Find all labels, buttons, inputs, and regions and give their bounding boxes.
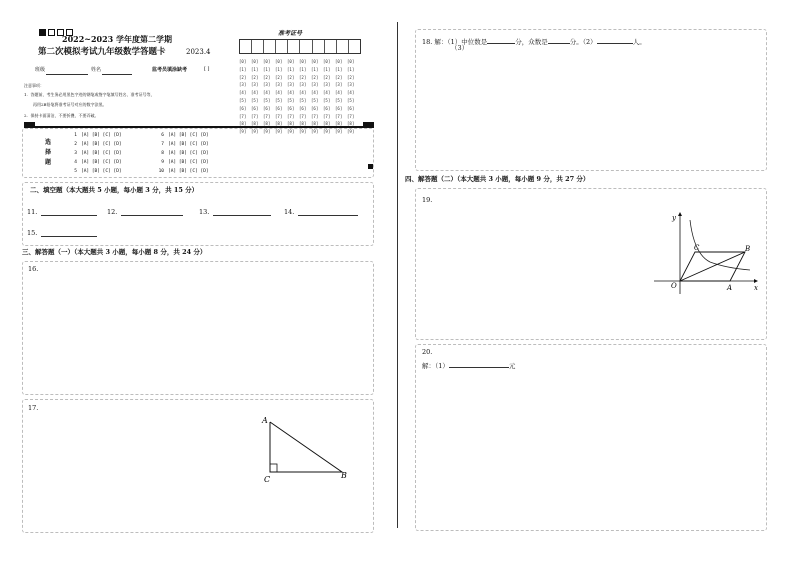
zkzh-digit-bubble[interactable]: [0] [251, 59, 259, 64]
zkzh-digit-bubble[interactable]: [1] [275, 66, 283, 72]
solve1-heading: 三、解答题（一）（本大题共 3 小题，每小题 8 分，共 24 分） [22, 248, 207, 256]
zkzh-digit-bubble[interactable]: [5] [275, 97, 283, 103]
zkzh-digit-bubble[interactable]: [3] [287, 82, 295, 88]
q16-answer-area[interactable] [22, 261, 374, 395]
zkzh-digit-bubble[interactable]: [1] [311, 66, 319, 72]
zkzh-digit-bubble[interactable]: [0] [335, 59, 343, 64]
zkzh-digit-row[interactable] [239, 113, 361, 121]
choice-row[interactable] [63, 167, 122, 176]
zkzh-digit-bubble[interactable]: [9] [263, 129, 271, 135]
zkzh-digit-row[interactable] [239, 74, 361, 82]
zkzh-digit-bubble[interactable]: [3] [299, 82, 307, 88]
fill-12-label: 12. [107, 208, 118, 216]
zkzh-digit-bubble[interactable]: [7] [323, 113, 331, 119]
zkzh-digit-bubble[interactable]: [6] [335, 105, 343, 111]
zkzh-digit-bubble[interactable]: [1] [239, 66, 247, 72]
choice-side-2: 择 [45, 149, 52, 156]
x-axis-arrow-icon [754, 279, 758, 283]
zkzh-digit-bubble[interactable]: [1] [335, 66, 343, 72]
zkzh-digit-bubble[interactable]: [4] [239, 90, 247, 96]
zkzh-digit-bubble[interactable]: [1] [251, 66, 259, 72]
zkzh-digit-bubble[interactable]: [0] [347, 59, 355, 64]
choice-number: 3 [74, 151, 77, 156]
zkzh-digit-bubble[interactable]: [9] [251, 129, 259, 135]
solve2-heading: 四、解答题（二）（本大题共 3 小题，每小题 9 分，共 27 分） [405, 175, 590, 183]
zkzh-digit-bubble[interactable]: [7] [251, 113, 259, 119]
fill-heading: 二、填空题（本大题共 5 小题，每小题 3 分，共 15 分） [30, 186, 199, 194]
zkzh-digit-bubble[interactable]: [7] [287, 113, 295, 119]
zkzh-digit-bubble[interactable]: [4] [347, 90, 355, 96]
zkzh-digit-bubble[interactable]: [7] [263, 113, 271, 119]
zkzh-digit-bubble[interactable]: [3] [347, 82, 355, 88]
absent-bracket[interactable]: [ ] [204, 66, 210, 72]
zkzh-digit-bubble[interactable]: [6] [275, 105, 283, 111]
zkzh-digit-bubble[interactable]: [2] [299, 74, 307, 80]
q19-label: 19. [422, 196, 433, 204]
q19-coordinate-figure [650, 210, 765, 296]
name-label: 姓名 [91, 67, 102, 73]
choice-bubbles[interactable]: [A] [B] [C] [D] [168, 169, 209, 174]
choice-row[interactable] [150, 167, 209, 176]
zkzh-digit-bubble[interactable]: [6] [311, 105, 319, 111]
label-b: B [745, 245, 751, 253]
zkzh-digit-bubble[interactable]: [1] [299, 66, 307, 72]
zkzh-digit-row[interactable] [239, 66, 361, 74]
choice-bubbles[interactable]: [A] [B] [C] [D] [81, 133, 122, 138]
zkzh-digit-bubble[interactable]: [8] [239, 121, 247, 127]
zkzh-digit-bubble[interactable]: [6] [251, 105, 259, 111]
zkzh-digit-bubble[interactable]: [6] [239, 105, 247, 111]
zkzh-digit-bubble[interactable]: [2] [251, 74, 259, 80]
choice-bubbles[interactable]: [A] [B] [C] [D] [81, 160, 122, 165]
class-label: 班级 [35, 67, 46, 73]
zkzh-digit-bubble[interactable]: [9] [299, 129, 307, 135]
zkzh-digit-bubble[interactable]: [0] [287, 59, 295, 64]
choice-number: 4 [74, 160, 77, 165]
choice-bubbles[interactable]: [A] [B] [C] [D] [168, 133, 209, 138]
diagonal-ob [680, 252, 745, 281]
zkzh-digit-bubble[interactable]: [6] [347, 105, 355, 111]
choice-number: 8 [161, 151, 164, 156]
zkzh-digit-bubble[interactable]: [3] [275, 82, 283, 88]
choice-row[interactable] [150, 131, 209, 140]
zkzh-digit-bubble[interactable]: [5] [347, 97, 355, 103]
zkzh-digit-bubble[interactable]: [2] [323, 74, 331, 80]
zkzh-digit-bubble[interactable]: [5] [323, 97, 331, 103]
choice-row[interactable] [63, 149, 122, 158]
zkzh-digit-bubble[interactable]: [8] [323, 121, 331, 127]
zkzh-digit-row[interactable] [239, 81, 361, 89]
zkzh-digit-bubble[interactable]: [3] [239, 82, 247, 88]
zkzh-digit-bubble[interactable]: [9] [347, 129, 355, 135]
zkzh-digit-row[interactable] [239, 58, 361, 66]
zkzh-digit-bubble[interactable]: [3] [263, 82, 271, 88]
zkzh-digit-bubble[interactable]: [8] [251, 121, 259, 127]
zkzh-digit-bubble[interactable]: [9] [335, 129, 343, 135]
zkzh-digit-bubble[interactable]: [4] [263, 90, 271, 96]
zkzh-title: 准考证号 [278, 30, 303, 37]
exam-date: 2023.4 [186, 48, 211, 56]
choice-side-1: 选 [45, 139, 52, 146]
zkzh-digit-bubble[interactable]: [5] [239, 97, 247, 103]
tri-label-a: A [262, 416, 268, 425]
zkzh-digit-bubble[interactable]: [6] [323, 105, 331, 111]
choice-bubbles[interactable]: [A] [B] [C] [D] [168, 142, 209, 147]
fill-11-answer[interactable] [41, 207, 97, 216]
note-2: 2．保持卡面清洁，不要折叠，不要弄破。 [24, 113, 99, 118]
fill-14-label: 14. [284, 208, 295, 216]
fill-14-answer[interactable] [298, 207, 358, 216]
zkzh-digit-bubble[interactable]: [4] [335, 90, 343, 96]
zkzh-digit-bubble[interactable]: [1] [287, 66, 295, 72]
zkzh-digit-bubble[interactable]: [9] [239, 129, 247, 135]
fill-12-answer[interactable] [121, 207, 183, 216]
absent-label: 监考员填涂缺考 [152, 67, 188, 73]
q20-line1 [422, 359, 515, 370]
choice-bubbles[interactable]: [A] [B] [C] [D] [81, 142, 122, 147]
note-1: 1．答题前，考生务必用黑色字迹的钢笔或签字笔填写姓名、准考证号等， [24, 92, 155, 97]
zkzh-digit-bubble[interactable]: [0] [311, 59, 319, 64]
zkzh-digit-bubble[interactable]: [2] [335, 74, 343, 80]
zkzh-digit-bubble[interactable]: [8] [311, 121, 319, 127]
label-x: x [754, 284, 758, 292]
zkzh-digit-bubble[interactable]: [2] [311, 74, 319, 80]
zkzh-digit-bubble[interactable]: [1] [263, 66, 271, 72]
zkzh-digit-bubble[interactable]: [1] [323, 66, 331, 72]
zkzh-digit-bubble[interactable]: [8] [275, 121, 283, 127]
zkzh-digit-bubble[interactable]: [7] [335, 113, 343, 119]
zkzh-digit-bubble[interactable]: [5] [263, 97, 271, 103]
zkzh-digit-bubble[interactable]: [3] [323, 82, 331, 88]
right-angle-mark [270, 464, 277, 472]
zkzh-digit-bubble[interactable]: [8] [299, 121, 307, 127]
zkzh-digit-bubble[interactable]: [0] [323, 59, 331, 64]
label-c: C [694, 244, 700, 252]
zkzh-digit-bubble[interactable]: [4] [323, 90, 331, 96]
square-filled-icon [39, 29, 46, 36]
choice-row[interactable] [150, 158, 209, 167]
zkzh-digit-bubble[interactable]: [8] [263, 121, 271, 127]
choice-bubbles[interactable]: [A] [B] [C] [D] [81, 151, 122, 156]
zkzh-digit-bubble[interactable]: [7] [311, 113, 319, 119]
zkzh-digit-bubble[interactable]: [0] [299, 59, 307, 64]
choice-number: 5 [74, 169, 77, 174]
zkzh-digit-bubble[interactable]: [2] [239, 74, 247, 80]
choice-number: 7 [161, 142, 164, 147]
zkzh-digit-bubble[interactable]: [5] [311, 97, 319, 103]
square-icon [48, 29, 55, 36]
choice-number: 1 [74, 133, 77, 138]
choice-number: 9 [161, 160, 164, 165]
zkzh-digit-bubble[interactable]: [5] [287, 97, 295, 103]
q18-median-blank[interactable] [487, 35, 515, 44]
name-field[interactable] [102, 66, 132, 75]
fill-15-answer[interactable] [41, 228, 97, 237]
q20-text-a: 解：（1） [422, 362, 449, 370]
q18-part3: （3） [451, 44, 469, 52]
zkzh-digit-bubble[interactable]: [6] [299, 105, 307, 111]
zkzh-digit-bubble[interactable]: [9] [275, 129, 283, 135]
header-bar-right-mark [363, 122, 374, 127]
choice-number: 2 [74, 142, 77, 147]
title-line1: 2022~2023 学年度第二学期 [62, 34, 173, 44]
zkzh-digit-bubble[interactable]: [2] [287, 74, 295, 80]
zkzh-digit-bubble[interactable]: [8] [287, 121, 295, 127]
zkzh-digit-bubble[interactable]: [7] [299, 113, 307, 119]
zkzh-digit-bubble[interactable]: [7] [275, 113, 283, 119]
zkzh-digit-bubble[interactable]: [4] [275, 90, 283, 96]
zkzh-digit-bubble[interactable]: [5] [299, 97, 307, 103]
zkzh-digit-bubble[interactable]: [8] [347, 121, 355, 127]
tri-label-c: C [264, 475, 271, 484]
zkzh-digit-bubble[interactable]: [2] [263, 74, 271, 80]
zkzh-digit-bubble[interactable]: [6] [263, 105, 271, 111]
zkzh-digit-bubble[interactable]: [0] [275, 59, 283, 64]
zkzh-digit-bubble[interactable]: [5] [251, 97, 259, 103]
fill-13-answer[interactable] [213, 207, 271, 216]
zkzh-digit-bubble[interactable]: [7] [347, 113, 355, 119]
zkzh-digit-bubble[interactable]: [7] [239, 113, 247, 119]
choice-number: 10 [158, 169, 164, 174]
fill-15-label: 15. [27, 229, 38, 237]
label-a: A [727, 284, 733, 292]
fill-13-label: 13. [199, 208, 210, 216]
q18-people-blank[interactable] [597, 35, 633, 44]
zkzh-digit-bubble[interactable]: [0] [263, 59, 271, 64]
q18-mode-blank[interactable] [548, 35, 570, 44]
note-1b: 再用2B铅笔将准考证号对应的数字涂黑。 [33, 102, 107, 107]
label-o: O [671, 282, 677, 290]
q20-answer-area[interactable] [415, 344, 767, 531]
zkzh-digit-bubble[interactable]: [0] [239, 59, 247, 64]
zkzh-digit-bubble[interactable]: [6] [287, 105, 295, 111]
zkzh-digit-bubble[interactable]: [9] [287, 129, 295, 135]
zkzh-digit-row[interactable] [239, 89, 361, 97]
zkzh-digit-bubble[interactable]: [8] [335, 121, 343, 127]
zkzh-digit-bubble[interactable]: [4] [251, 90, 259, 96]
q18-text-a: 18. 解：（1）中位数是 [422, 38, 488, 46]
column-divider [397, 22, 398, 528]
choice-number: 6 [161, 133, 164, 138]
zkzh-digit-row[interactable] [239, 97, 361, 105]
q20-label: 20. [422, 348, 433, 356]
class-field[interactable] [46, 66, 88, 75]
title-line2: 第二次模拟考试九年级数学答题卡 [38, 47, 166, 57]
zkzh-digit-bubble[interactable]: [9] [323, 129, 331, 135]
choice-bubbles[interactable]: [A] [B] [C] [D] [168, 151, 209, 156]
zkzh-digit-bubble[interactable]: [3] [335, 82, 343, 88]
y-axis-arrow-icon [678, 212, 682, 216]
q17-triangle-figure [258, 414, 358, 486]
q20-amount-blank[interactable] [449, 359, 509, 368]
q18-text-c: 分。（2） [569, 38, 597, 46]
choice-right-column[interactable] [150, 131, 209, 176]
fill-11-label: 11. [27, 208, 38, 216]
zkzh-digit-grid[interactable] [239, 58, 361, 136]
zkzh-boxes [239, 39, 361, 54]
choice-bubbles[interactable]: [A] [B] [C] [D] [168, 160, 209, 165]
zkzh-digit-bubble[interactable]: [9] [311, 129, 319, 135]
choice-row[interactable] [63, 131, 122, 140]
q18-text-b: 分，众数是 [515, 38, 548, 46]
choice-row[interactable] [150, 140, 209, 149]
zkzh-digit-row[interactable] [239, 105, 361, 113]
zkzh-digit-bubble[interactable]: [1] [347, 66, 355, 72]
q17-label: 17. [28, 404, 39, 412]
tri-label-b: B [341, 471, 347, 480]
zkzh-digit-bubble[interactable]: [5] [335, 97, 343, 103]
zkzh-digit-bubble[interactable]: [3] [311, 82, 319, 88]
choice-side-3: 题 [45, 159, 52, 166]
zkzh-digit-bubble[interactable]: [2] [347, 74, 355, 80]
choice-bubbles[interactable]: [A] [B] [C] [D] [81, 169, 122, 174]
choice-row[interactable] [150, 149, 209, 158]
q16-label: 16. [28, 265, 39, 273]
zkzh-digit-bubble[interactable]: [4] [299, 90, 307, 96]
zkzh-digit-bubble[interactable]: [4] [287, 90, 295, 96]
q20-text-b: 元 [508, 362, 516, 370]
label-y: y [672, 214, 676, 222]
zkzh-digit-bubble[interactable]: [3] [251, 82, 259, 88]
zkzh-digit-bubble[interactable]: [2] [275, 74, 283, 80]
zkzh-digit-bubble[interactable]: [4] [311, 90, 319, 96]
choice-row[interactable] [63, 140, 122, 149]
choice-left-column[interactable] [63, 131, 122, 176]
q18-text-d: 人。 [632, 38, 646, 46]
notes-title: 注意事项： [24, 83, 44, 88]
choice-row[interactable] [63, 158, 122, 167]
triangle-shape [270, 422, 342, 472]
